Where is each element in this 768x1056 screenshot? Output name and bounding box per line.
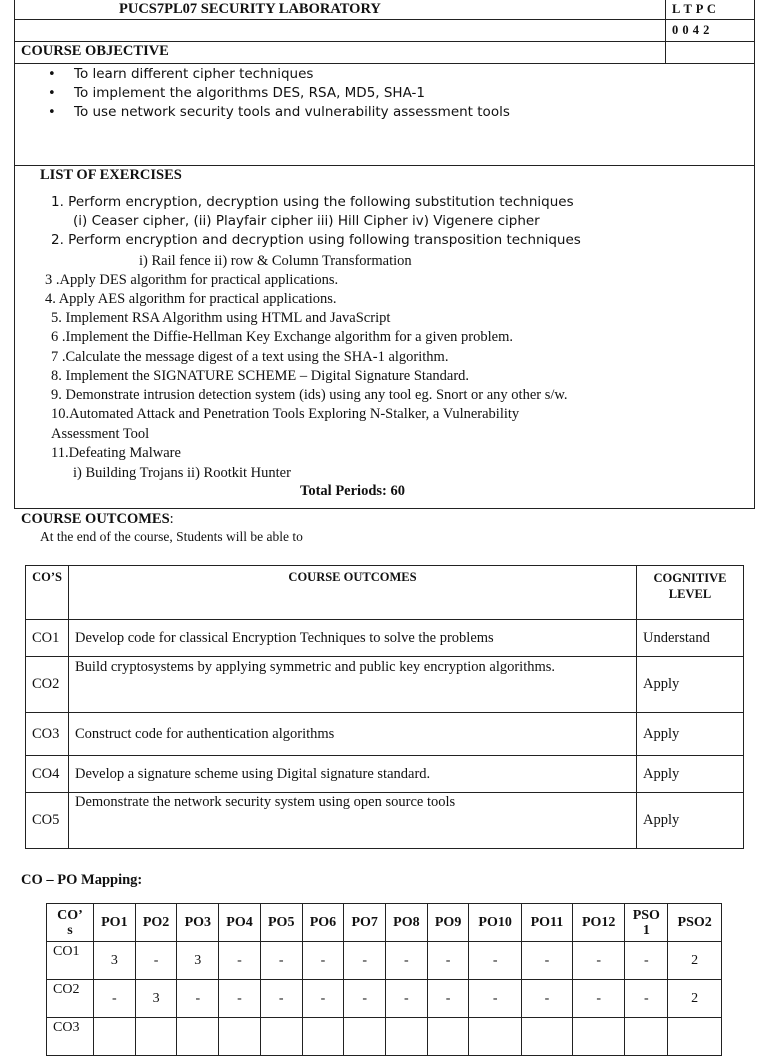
- divider: [14, 63, 754, 64]
- table-cell: [177, 1018, 219, 1056]
- col-po4: PO4: [219, 904, 261, 942]
- table-cell: -: [469, 942, 521, 980]
- table-row: [26, 793, 744, 849]
- list-item: 7 .Calculate the message digest of a text using the SHA-1 algorithm.: [51, 349, 449, 365]
- list-item: • To learn different cipher techniques: [16, 65, 510, 84]
- co-id: CO1: [47, 942, 94, 980]
- objective-list: [16, 65, 510, 122]
- outcomes-heading-text: COURSE OUTCOMES: [21, 511, 170, 527]
- table-cell: 3: [94, 942, 136, 980]
- table-cell: 3: [135, 980, 177, 1018]
- col-outcomes: COURSE OUTCOMES: [69, 566, 637, 620]
- table-header-row: [26, 566, 744, 620]
- table-cell: -: [260, 942, 302, 980]
- list-item: 2. Perform encryption and decryption using following transposition techniques: [51, 232, 581, 248]
- co-text: Develop code for classical Encryption Techniques to solve the problems: [69, 620, 637, 657]
- table-cell: -: [94, 980, 136, 1018]
- table-cell: -: [219, 980, 261, 1018]
- table-row: [26, 620, 744, 657]
- exercises-heading: LIST OF EXERCISES: [40, 167, 182, 183]
- col-po1: PO1: [94, 904, 136, 942]
- col-po2: PO2: [135, 904, 177, 942]
- table-cell: -: [260, 980, 302, 1018]
- table-cell: -: [625, 980, 668, 1018]
- table-cell: [135, 1018, 177, 1056]
- col-cognitive-level: [637, 566, 744, 620]
- col-cos: CO’S: [26, 566, 69, 620]
- col-po10: PO10: [469, 904, 521, 942]
- course-title: PUCS7PL07 SECURITY LABORATORY: [119, 1, 381, 17]
- table-cell: [668, 1018, 722, 1056]
- col-po6: PO6: [302, 904, 344, 942]
- table-row: [26, 713, 744, 756]
- list-item: 8. Implement the SIGNATURE SCHEME – Digital Signature Standard.: [51, 368, 470, 384]
- table-cell: -: [135, 942, 177, 980]
- table-cell: [386, 1018, 428, 1056]
- col-po3: PO3: [177, 904, 219, 942]
- table-cell: -: [386, 980, 428, 1018]
- col-pso1: [625, 904, 668, 942]
- list-item: 11.Defeating Malware: [51, 445, 181, 461]
- divider: [14, 165, 754, 166]
- table-cell: [302, 1018, 344, 1056]
- col-pso1-line1: PSO: [632, 907, 660, 923]
- col-pso1-line2: 1: [642, 922, 650, 938]
- table-cell: -: [427, 942, 469, 980]
- objective-heading: COURSE OBJECTIVE: [21, 43, 169, 59]
- table-cell: [625, 1018, 668, 1056]
- co-text: Construct code for authentication algorithms: [69, 713, 637, 756]
- list-item: Assessment Tool: [51, 426, 150, 442]
- table-row: [47, 1018, 722, 1056]
- table-cell: -: [177, 980, 219, 1018]
- mapping-heading: CO – PO Mapping:: [21, 872, 143, 888]
- co-id: CO4: [26, 756, 69, 793]
- outcomes-table: [25, 565, 744, 849]
- col-cos: [47, 904, 94, 942]
- table-row: [47, 980, 722, 1018]
- table-cell: 3: [177, 942, 219, 980]
- table-cell: [260, 1018, 302, 1056]
- co-level: Apply: [637, 713, 744, 756]
- table-cell: 2: [668, 942, 722, 980]
- list-item: 10.Automated Attack and Penetration Tools Exploring N-Stalker, a Vulnerability: [51, 406, 520, 422]
- outcomes-intro: At the end of the course, Students will be able to: [40, 529, 303, 544]
- list-item: 5. Implement RSA Algorithm using HTML and JavaScript: [51, 310, 391, 326]
- list-item: • To implement the algorithms DES, RSA, MD5, SHA-1: [16, 84, 510, 103]
- col-po11: PO11: [521, 904, 572, 942]
- table-cell: -: [302, 942, 344, 980]
- table-cell: -: [344, 942, 386, 980]
- list-item: 1. Perform encryption, decryption using the following substitution techniques: [51, 194, 574, 210]
- table-cell: [469, 1018, 521, 1056]
- divider: [665, 0, 666, 63]
- col-po9: PO9: [427, 904, 469, 942]
- outcomes-heading: [21, 512, 174, 527]
- table-cell: [427, 1018, 469, 1056]
- table-cell: [344, 1018, 386, 1056]
- table-cell: [521, 1018, 572, 1056]
- col-po8: PO8: [386, 904, 428, 942]
- table-cell: -: [386, 942, 428, 980]
- table-cell: -: [427, 980, 469, 1018]
- list-item: 9. Demonstrate intrusion detection system (ids) using any tool eg. Snort or any other s/w.: [51, 387, 568, 403]
- table-cell: -: [521, 980, 572, 1018]
- table-cell: -: [625, 942, 668, 980]
- table-cell: -: [521, 942, 572, 980]
- table-row: [26, 756, 744, 793]
- co-id: CO3: [26, 713, 69, 756]
- table-cell: 2: [668, 980, 722, 1018]
- co-level: Apply: [637, 756, 744, 793]
- divider: [14, 41, 754, 42]
- table-cell: -: [573, 942, 625, 980]
- table-cell: -: [573, 980, 625, 1018]
- divider: [14, 19, 754, 20]
- table-cell: -: [302, 980, 344, 1018]
- col-cos-line2: s: [67, 922, 73, 938]
- table-header-row: [47, 904, 722, 942]
- co-level: Apply: [637, 793, 744, 849]
- list-item: i) Building Trojans ii) Rootkit Hunter: [73, 465, 291, 481]
- table-cell: [219, 1018, 261, 1056]
- col-level-line2: LEVEL: [668, 587, 712, 601]
- co-text: Demonstrate the network security system using open source tools: [69, 793, 637, 849]
- total-periods: Total Periods: 60: [300, 483, 405, 499]
- table-row: [47, 942, 722, 980]
- col-pso2: PSO2: [668, 904, 722, 942]
- table-cell: -: [344, 980, 386, 1018]
- co-id: CO5: [26, 793, 69, 849]
- list-item: 4. Apply AES algorithm for practical applications.: [45, 291, 337, 307]
- co-id: CO2: [26, 657, 69, 713]
- col-level-line1: COGNITIVE: [653, 571, 727, 585]
- col-po7: PO7: [344, 904, 386, 942]
- col-po12: PO12: [573, 904, 625, 942]
- outcomes-heading-colon: :: [169, 511, 174, 527]
- co-level: Apply: [637, 657, 744, 713]
- list-item: 6 .Implement the Diffie-Hellman Key Exchange algorithm for a given problem.: [51, 329, 513, 345]
- table-cell: -: [469, 980, 521, 1018]
- list-item: 3 .Apply DES algorithm for practical applications.: [45, 272, 339, 288]
- list-item: (i) Ceaser cipher, (ii) Playfair cipher iii) Hill Cipher iv) Vigenere cipher: [73, 213, 540, 229]
- table-cell: -: [219, 942, 261, 980]
- ltpc-value: 0 0 4 2: [672, 23, 710, 37]
- list-item: • To use network security tools and vulnerability assessment tools: [16, 103, 510, 122]
- col-po5: PO5: [260, 904, 302, 942]
- list-item: i) Rail fence ii) row & Column Transformation: [139, 253, 412, 269]
- co-id: CO2: [47, 980, 94, 1018]
- co-id: CO1: [26, 620, 69, 657]
- ltpc-label: L T P C: [672, 2, 717, 16]
- table-cell: [94, 1018, 136, 1056]
- mapping-table: [46, 903, 722, 1056]
- col-cos-line1: CO’: [57, 907, 83, 923]
- table-cell: [573, 1018, 625, 1056]
- co-level: Understand: [637, 620, 744, 657]
- co-text: Build cryptosystems by applying symmetric and public key encryption algorithms.: [69, 657, 637, 713]
- table-row: [26, 657, 744, 713]
- co-text: Develop a signature scheme using Digital signature standard.: [69, 756, 637, 793]
- co-id: CO3: [47, 1018, 94, 1056]
